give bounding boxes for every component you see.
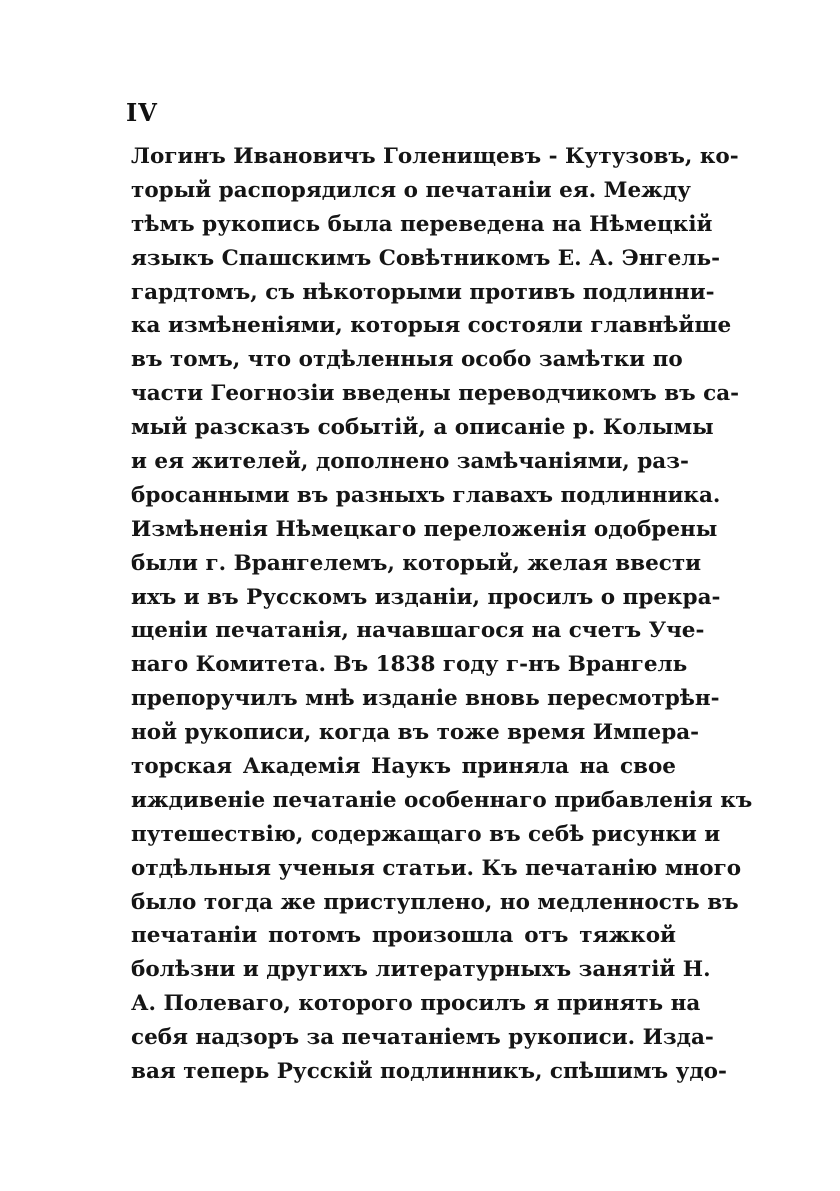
page-number: IV [126, 98, 158, 127]
text-line: ихъ и въ Русскомъ изданіи, просилъ о прекра- [131, 584, 721, 610]
text-line: были г. Врангелемъ, который, желая ввести [131, 550, 702, 576]
text-line: путешествію, содержащаго въ себѣ рисунки и [131, 821, 721, 847]
text-line: торый распорядился о печатаніи ея. Между [131, 177, 691, 203]
text-line: А. Полеваго, которого просилъ я принять на [131, 991, 701, 1017]
text-line: болѣзни и другихъ литературныхъ занятій Н. [131, 957, 711, 983]
text-line: себя надзоръ за печатаніемъ рукописи. Изда- [131, 1025, 714, 1051]
text-line: гардтомъ, съ нѣкоторыми противъ подлинни- [131, 279, 715, 305]
text-line: Логинъ Ивановичъ Голенищевъ - Кутузовъ, ко- [131, 144, 739, 169]
text-line: препоручилъ мнѣ изданіе вновь пересмотрѣн- [131, 686, 720, 712]
text-line: въ томъ, что отдѣленныя особо замѣтки по [131, 347, 683, 373]
body-text [131, 140, 753, 1089]
text-line: бросанными въ разныхъ главахъ подлинника. [131, 482, 721, 508]
text-line: тѣмъ рукопись была переведена на Нѣмецкій [131, 211, 713, 237]
text-line: было тогда же приступлено, но медленность въ [131, 889, 739, 915]
text-line: печатаніи потомъ произошла отъ тяжкой [131, 923, 676, 949]
text-line: ка измѣненіями, которыя состояли главнѣйше [131, 313, 732, 339]
text-line: ной рукописи, когда въ тоже время Импера- [131, 720, 700, 746]
text-line: Измѣненія Нѣмецкаго переложенія одобрены [131, 516, 718, 542]
text-line: части Геогнозіи введены переводчикомъ въ са- [131, 381, 740, 407]
text-line: отдѣльныя ученыя статьи. Къ печатанію много [131, 855, 742, 881]
text-line: наго Комитета. Въ 1838 году г-нъ Врангель [131, 652, 688, 678]
text-line: иждивеніе печатаніе особеннаго прибавленія къ [131, 787, 753, 813]
text-line: языкъ Спашскимъ Совѣтникомъ Е. А. Энгель- [131, 245, 721, 271]
text-line: торская Академія Наукъ приняла на свое [131, 754, 676, 780]
text-line: мый разсказъ событій, а описаніе р. Колымы [131, 415, 714, 441]
text-line: и ея жителей, дополнено замѣчаніями, раз- [131, 449, 689, 475]
text-line: щеніи печатанія, начавшагося на счетъ Уче- [131, 618, 705, 644]
text-line: вая теперь Русскій подлинникъ, спѣшимъ удо- [131, 1059, 727, 1085]
